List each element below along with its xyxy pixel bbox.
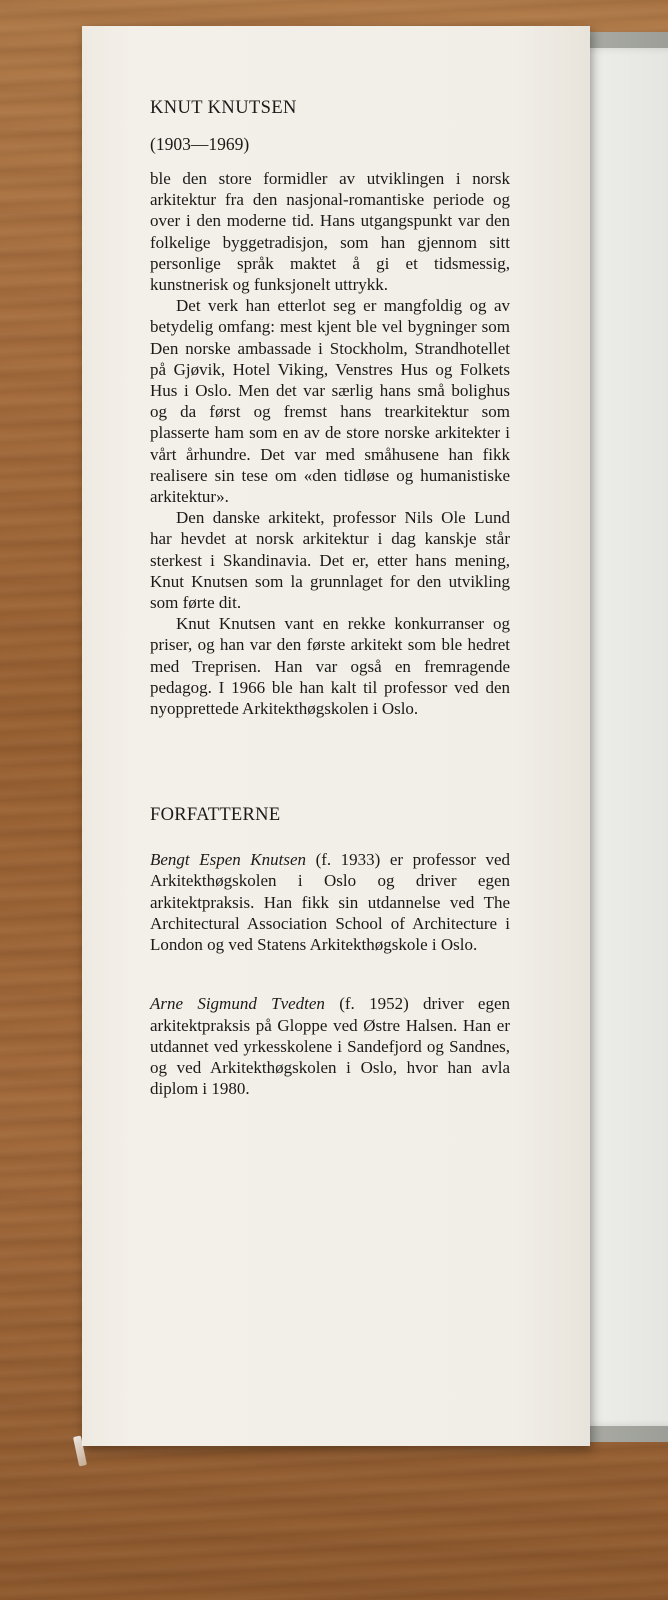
author-entry-2 <box>150 993 510 1099</box>
bio-paragraph-2: Det verk han etterlot seg er mangfoldig og av betydelig omfang: mest kjent ble vel bygninger som Den norske ambassade i Stockholm, Strandhotellet på Gjøvik, Hotel Viking, Venstres Hus og Folkets Hus i Oslo. Men det var særlig hans små bolighus og da først og fremst hans trearkitektur som plasserte ham som en av de store norske arkitekter i vårt århundre. Det var med småhusene han fikk realisere sin tese om «den tidløse og humanistiske arkitektur». <box>150 296 510 507</box>
author-entry-name: Bengt Espen Knutsen <box>150 850 307 870</box>
author-biography <box>150 168 510 719</box>
flap-text-block <box>150 96 510 1099</box>
author-entry-name: Arne Sigmund Tvedten <box>150 994 325 1014</box>
dust-jacket-flap <box>82 26 590 1446</box>
author-entry-text <box>150 993 510 1099</box>
author-entry-description: (f. 1933) er professor ved Arkitekthøgskolen i Oslo og driver egen arkitektpraksis. Han fikk sin utdannelse ved The Architectural Association School of Architecture i London og ved Statens Arkitekthøgskole i Oslo. <box>150 850 510 955</box>
authors-section-heading: FORFATTERNE <box>150 805 281 826</box>
bio-paragraph-4: Knut Knutsen vant en rekke konkurranser og priser, og han var den første arkitekt som ble hedret med Treprisen. Han var også en fremragende pedagog. I 1966 ble han kalt til professor ved den nyopprettede Arkitekthøgskolen i Oslo. <box>150 614 510 719</box>
bio-paragraph-1: ble den store formidler av utviklingen i norsk arkitektur fra den nasjonal-romantiske periode og over i den moderne tid. Hans utgangspunkt var den folkelige byggetradisjon, som han gjennom sitt personlige språk maktet å gi et tidsmessig, kunstnerisk og funksjonelt uttrykk. <box>150 169 510 295</box>
author-entry-description: (f. 1952) driver egen arkitektpraksis på Gloppe ved Østre Halsen. Han er utdannet ved yrkesskolene i Sandefjord og Sandnes, og ved Arkitekthøgskolen i Oslo, hvor han avla diplom i 1980. <box>150 994 510 1099</box>
bio-paragraph-3: Den danske arkitekt, professor Nils Ole Lund har hevdet at norsk arkitektur i dag kanskje står sterkest i Skandinavia. Det er, etter hans mening, Knut Knutsen som la grunnlaget for den utvikling som førte dit. <box>150 508 510 613</box>
author-life-years: (1903—1969) <box>150 134 250 154</box>
author-entry-text <box>150 849 510 955</box>
author-name-heading: KNUT KNUTSEN <box>150 98 297 118</box>
author-entry-1 <box>150 849 510 955</box>
